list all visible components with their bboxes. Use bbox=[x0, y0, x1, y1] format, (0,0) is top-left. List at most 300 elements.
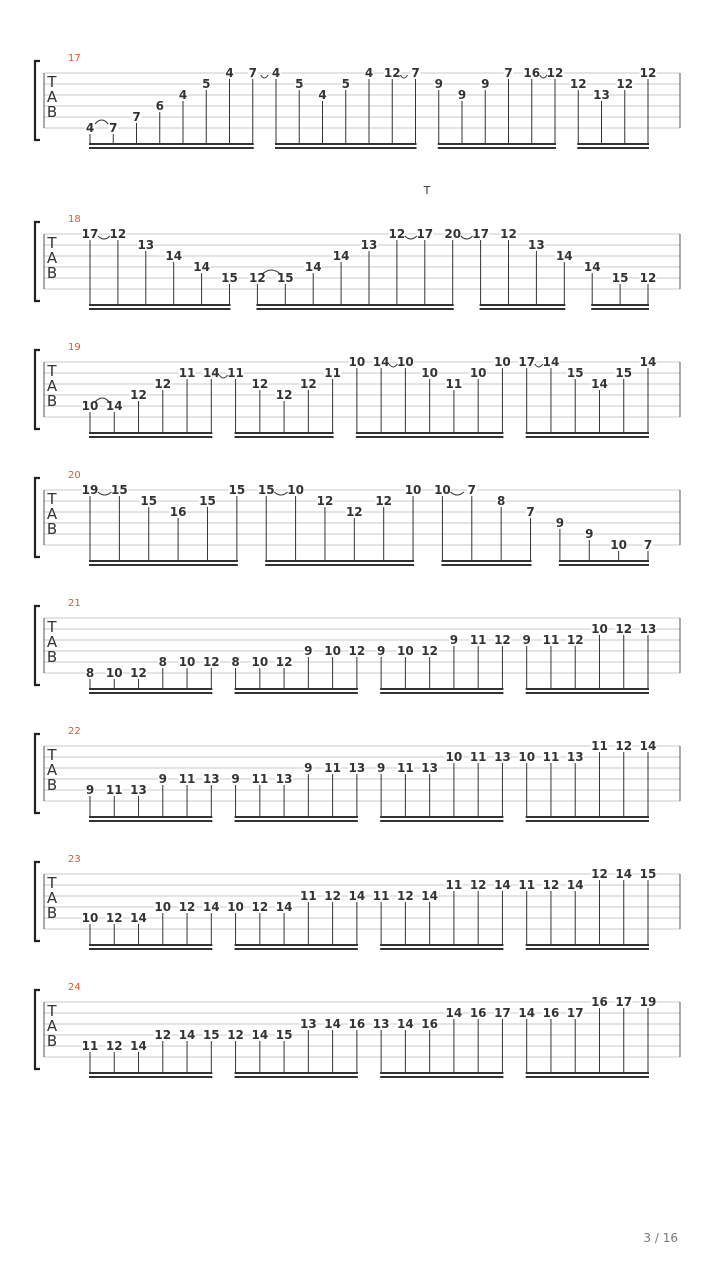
fret-number: 13 bbox=[130, 783, 147, 797]
beam bbox=[526, 688, 649, 690]
fret-number: 8 bbox=[496, 494, 506, 508]
fret-number: 12 bbox=[130, 666, 147, 680]
fret-number: 13 bbox=[360, 238, 378, 252]
beam bbox=[235, 820, 358, 822]
beam bbox=[89, 436, 212, 438]
tab-system bbox=[35, 854, 680, 950]
fret-number: 15 bbox=[639, 867, 657, 881]
beam bbox=[89, 1076, 212, 1078]
fret-number: 12 bbox=[569, 77, 587, 91]
fret-number: 12 bbox=[383, 66, 401, 80]
fret-number: 6 bbox=[155, 99, 164, 113]
fret-number: 14 bbox=[324, 1017, 341, 1031]
fret-number: 17 bbox=[494, 1006, 511, 1020]
beam bbox=[235, 1076, 358, 1078]
fret-number: 12 bbox=[388, 227, 406, 241]
fret-number: 12 bbox=[591, 867, 608, 881]
fret-number: 10 bbox=[518, 750, 536, 764]
fret-number: 14 bbox=[332, 249, 350, 263]
fret-number: 15 bbox=[221, 271, 238, 285]
fret-number: 10 bbox=[81, 911, 99, 925]
fret-number: 13 bbox=[639, 622, 657, 636]
fret-number: 11 bbox=[591, 739, 608, 753]
fret-number: 14 bbox=[445, 1006, 463, 1020]
fret-number: 17 bbox=[518, 355, 536, 369]
tab-system bbox=[35, 982, 680, 1078]
fret-number: 12 bbox=[500, 227, 517, 241]
fret-number: 12 bbox=[546, 66, 564, 80]
slur bbox=[98, 492, 111, 495]
fret-number: 13 bbox=[202, 772, 220, 786]
fret-number: 11 bbox=[542, 633, 560, 647]
tab-clef-letter: B bbox=[46, 904, 58, 922]
fret-number: 17 bbox=[615, 995, 633, 1009]
beam bbox=[526, 820, 649, 822]
fret-number: 4 bbox=[364, 66, 374, 80]
fret-number: 10 bbox=[397, 644, 414, 658]
tab-clef-letter: T bbox=[47, 1002, 57, 1020]
beam bbox=[356, 432, 504, 434]
fret-number: 15 bbox=[202, 1028, 220, 1042]
fret-number: 7 bbox=[248, 66, 257, 80]
fret-number: 13 bbox=[494, 750, 511, 764]
beam bbox=[441, 564, 531, 566]
fret-number: 14 bbox=[542, 355, 560, 369]
fret-number: 10 bbox=[421, 366, 439, 380]
fret-number: 12 bbox=[639, 271, 657, 285]
fret-number: 14 bbox=[583, 260, 601, 274]
beam bbox=[526, 1076, 649, 1078]
fret-number: 14 bbox=[165, 249, 183, 263]
beam bbox=[265, 560, 414, 562]
system-bracket bbox=[35, 61, 40, 140]
fret-number: 15 bbox=[275, 1028, 293, 1042]
tab-clef-letter: T bbox=[47, 746, 57, 764]
fret-number: 14 bbox=[639, 739, 657, 753]
measure-number: 22 bbox=[68, 726, 81, 737]
fret-number: 9 bbox=[555, 516, 565, 530]
fret-number: 9 bbox=[522, 633, 531, 647]
fret-number: 10 bbox=[404, 483, 422, 497]
fret-number: 14 bbox=[130, 911, 147, 925]
beam bbox=[591, 308, 649, 310]
beam bbox=[559, 560, 649, 562]
fret-number: 12 bbox=[299, 377, 317, 391]
tab-system bbox=[35, 184, 680, 310]
beam bbox=[380, 948, 503, 950]
tab-clef-letter: A bbox=[46, 249, 58, 267]
fret-number: 7 bbox=[411, 66, 420, 80]
fret-number: 10 bbox=[287, 483, 304, 497]
fret-number: 10 bbox=[105, 666, 123, 680]
tab-clef-letter: B bbox=[46, 103, 58, 121]
fret-number: 14 bbox=[130, 1039, 147, 1053]
beam bbox=[526, 692, 649, 694]
measure-number: 20 bbox=[68, 470, 81, 481]
beam bbox=[89, 308, 231, 310]
fret-number: 11 bbox=[299, 889, 317, 903]
beam bbox=[526, 948, 649, 950]
fret-number: 11 bbox=[178, 366, 196, 380]
fret-number: 16 bbox=[542, 1006, 560, 1020]
beam bbox=[275, 143, 417, 145]
fret-number: 12 bbox=[275, 388, 293, 402]
beam bbox=[89, 816, 212, 818]
fret-number: 15 bbox=[276, 271, 294, 285]
beam bbox=[235, 1072, 358, 1074]
fret-number: 9 bbox=[158, 772, 167, 786]
fret-number: 5 bbox=[341, 77, 350, 91]
page-number: 3 / 16 bbox=[643, 1231, 678, 1245]
fret-number: 10 bbox=[610, 538, 627, 552]
fret-number: 12 bbox=[421, 644, 439, 658]
tab-clef-letter: A bbox=[46, 1017, 58, 1035]
beam bbox=[526, 432, 649, 434]
fret-number: 14 bbox=[275, 900, 293, 914]
fret-number: 7 bbox=[467, 483, 476, 497]
fret-number: 14 bbox=[615, 867, 633, 881]
system-bracket bbox=[35, 222, 40, 301]
tab-clef-letter: A bbox=[46, 889, 58, 907]
fret-number: 12 bbox=[469, 878, 487, 892]
fret-number: 9 bbox=[85, 783, 95, 797]
slur bbox=[274, 492, 287, 495]
fret-number: 10 bbox=[397, 355, 414, 369]
beam bbox=[89, 944, 212, 946]
fret-number: 4 bbox=[225, 66, 234, 80]
fret-number: 14 bbox=[639, 355, 657, 369]
fret-number: 8 bbox=[85, 666, 95, 680]
slur bbox=[461, 236, 473, 239]
beam bbox=[235, 948, 358, 950]
fret-number: 12 bbox=[109, 227, 127, 241]
slur bbox=[98, 236, 110, 239]
fret-number: 10 bbox=[469, 366, 487, 380]
tab-clef-letter: B bbox=[46, 392, 58, 410]
fret-number: 13 bbox=[275, 772, 293, 786]
beam bbox=[591, 304, 649, 306]
beam bbox=[235, 436, 334, 438]
fret-number: 14 bbox=[591, 377, 608, 391]
fret-number: 14 bbox=[566, 878, 584, 892]
fret-number: 16 bbox=[421, 1017, 439, 1031]
fret-number: 12 bbox=[105, 911, 123, 925]
beam bbox=[480, 304, 566, 306]
beam bbox=[380, 1076, 503, 1078]
fret-number: 12 bbox=[202, 655, 220, 669]
fret-number: 7 bbox=[643, 538, 653, 552]
beam bbox=[526, 1072, 649, 1074]
fret-number: 9 bbox=[457, 88, 467, 102]
fret-number: 14 bbox=[202, 366, 220, 380]
system-bracket bbox=[35, 606, 40, 685]
beam bbox=[438, 147, 556, 149]
fret-number: 19 bbox=[81, 483, 99, 497]
fret-number: 15 bbox=[615, 366, 633, 380]
fret-number: 16 bbox=[523, 66, 541, 80]
fret-number: 15 bbox=[140, 494, 158, 508]
fret-number: 11 bbox=[445, 377, 463, 391]
beam bbox=[89, 948, 212, 950]
fret-number: 12 bbox=[154, 377, 172, 391]
fret-number: 16 bbox=[591, 995, 608, 1009]
fret-number: 15 bbox=[257, 483, 275, 497]
tab-clef-letter: A bbox=[46, 761, 58, 779]
fret-number: 5 bbox=[295, 77, 304, 91]
fret-number: 17 bbox=[472, 227, 489, 241]
beam bbox=[559, 564, 649, 566]
fret-number: 12 bbox=[227, 1028, 244, 1042]
fret-number: 11 bbox=[178, 772, 196, 786]
slur bbox=[450, 492, 463, 495]
fret-number: 15 bbox=[611, 271, 629, 285]
tab-clef-letter: T bbox=[47, 234, 57, 252]
fret-number: 9 bbox=[434, 77, 443, 91]
fret-number: 4 bbox=[85, 121, 95, 135]
beam bbox=[577, 143, 649, 145]
beam bbox=[526, 436, 649, 438]
slur bbox=[95, 120, 108, 124]
fret-number: 12 bbox=[251, 377, 269, 391]
beam bbox=[356, 436, 504, 438]
fret-number: 11 bbox=[469, 633, 487, 647]
system-bracket bbox=[35, 862, 40, 941]
tab-system bbox=[35, 470, 680, 566]
fret-number: 11 bbox=[372, 889, 390, 903]
fret-number: 4 bbox=[178, 88, 188, 102]
fret-number: 9 bbox=[449, 633, 459, 647]
fret-number: 13 bbox=[348, 761, 366, 775]
beam bbox=[265, 564, 414, 566]
slur bbox=[261, 75, 268, 78]
fret-number: 12 bbox=[275, 655, 293, 669]
fret-number: 12 bbox=[615, 739, 633, 753]
measure-number: 21 bbox=[68, 598, 81, 609]
fret-number: 12 bbox=[130, 388, 147, 402]
fret-number: 11 bbox=[445, 878, 463, 892]
beam bbox=[480, 308, 566, 310]
tab-system bbox=[35, 53, 680, 149]
beam bbox=[380, 944, 503, 946]
tab-clef-letter: T bbox=[47, 490, 57, 508]
tab-clef-letter: A bbox=[46, 377, 58, 395]
fret-number: 10 bbox=[348, 355, 366, 369]
fret-number: 5 bbox=[202, 77, 211, 91]
fret-number: 12 bbox=[154, 1028, 172, 1042]
fret-number: 19 bbox=[639, 995, 657, 1009]
fret-number: 8 bbox=[231, 655, 240, 669]
fret-number: 14 bbox=[251, 1028, 269, 1042]
beam bbox=[89, 1072, 212, 1074]
fret-number: 7 bbox=[132, 110, 141, 124]
fret-number: 12 bbox=[639, 66, 657, 80]
tab-clef-letter: B bbox=[46, 648, 58, 666]
beam bbox=[438, 143, 556, 145]
fret-number: 14 bbox=[202, 900, 220, 914]
tapping-marker: T bbox=[423, 184, 431, 197]
fret-number: 11 bbox=[518, 878, 536, 892]
fret-number: 11 bbox=[397, 761, 414, 775]
fret-number: 7 bbox=[504, 66, 513, 80]
system-bracket bbox=[35, 990, 40, 1069]
fret-number: 13 bbox=[528, 238, 545, 252]
fret-number: 12 bbox=[566, 633, 584, 647]
tab-clef-letter: B bbox=[46, 264, 58, 282]
fret-number: 9 bbox=[481, 77, 490, 91]
system-bracket bbox=[35, 350, 40, 429]
tab-clef-letter: T bbox=[47, 362, 57, 380]
tab-clef-letter: T bbox=[47, 874, 57, 892]
beam bbox=[89, 143, 254, 145]
measure-number: 23 bbox=[68, 854, 81, 865]
beam bbox=[577, 147, 649, 149]
tab-system bbox=[35, 598, 680, 694]
fret-number: 16 bbox=[469, 1006, 487, 1020]
fret-number: 10 bbox=[251, 655, 269, 669]
fret-number: 12 bbox=[251, 900, 269, 914]
fret-number: 11 bbox=[81, 1039, 99, 1053]
beam bbox=[235, 692, 358, 694]
fret-number: 12 bbox=[348, 644, 366, 658]
fret-number: 7 bbox=[109, 121, 118, 135]
fret-number: 14 bbox=[105, 399, 123, 413]
fret-number: 12 bbox=[375, 494, 393, 508]
beam bbox=[256, 304, 453, 306]
fret-number: 13 bbox=[137, 238, 155, 252]
tab-clef-letter: B bbox=[46, 520, 58, 538]
tab-system bbox=[35, 726, 680, 822]
beam bbox=[256, 308, 453, 310]
fret-number: 10 bbox=[154, 900, 172, 914]
fret-number: 10 bbox=[591, 622, 608, 636]
fret-number: 15 bbox=[566, 366, 584, 380]
fret-number: 14 bbox=[372, 355, 390, 369]
fret-number: 11 bbox=[324, 366, 341, 380]
beam bbox=[441, 560, 531, 562]
fret-number: 17 bbox=[566, 1006, 584, 1020]
fret-number: 12 bbox=[324, 889, 341, 903]
beam bbox=[89, 560, 238, 562]
slur bbox=[405, 236, 417, 239]
fret-number: 10 bbox=[324, 644, 341, 658]
tab-clef-letter: T bbox=[47, 73, 57, 91]
fret-number: 4 bbox=[271, 66, 281, 80]
tab-clef-letter: A bbox=[46, 88, 58, 106]
beam bbox=[380, 816, 503, 818]
measure-number: 24 bbox=[68, 982, 81, 993]
fret-number: 12 bbox=[178, 900, 196, 914]
fret-number: 11 bbox=[469, 750, 487, 764]
fret-number: 9 bbox=[376, 644, 386, 658]
beam bbox=[380, 1072, 503, 1074]
beam bbox=[235, 816, 358, 818]
beam bbox=[526, 816, 649, 818]
fret-number: 8 bbox=[158, 655, 167, 669]
fret-number: 7 bbox=[526, 505, 535, 519]
fret-number: 9 bbox=[585, 527, 594, 541]
fret-number: 12 bbox=[615, 622, 633, 636]
tab-system bbox=[35, 342, 680, 438]
fret-number: 16 bbox=[169, 505, 187, 519]
fret-number: 9 bbox=[231, 772, 240, 786]
fret-number: 17 bbox=[81, 227, 99, 241]
measure-number: 17 bbox=[68, 53, 81, 64]
fret-number: 14 bbox=[193, 260, 210, 274]
fret-number: 9 bbox=[304, 644, 313, 658]
fret-number: 14 bbox=[494, 878, 511, 892]
beam bbox=[89, 432, 212, 434]
system-bracket bbox=[35, 478, 40, 557]
fret-number: 13 bbox=[299, 1017, 317, 1031]
fret-number: 15 bbox=[111, 483, 128, 497]
fret-number: 11 bbox=[324, 761, 341, 775]
fret-number: 12 bbox=[494, 633, 511, 647]
fret-number: 13 bbox=[593, 88, 610, 102]
fret-number: 10 bbox=[178, 655, 196, 669]
fret-number: 12 bbox=[616, 77, 634, 91]
fret-number: 10 bbox=[445, 750, 463, 764]
beam bbox=[89, 688, 212, 690]
fret-number: 9 bbox=[376, 761, 386, 775]
beam bbox=[380, 692, 503, 694]
fret-number: 16 bbox=[348, 1017, 366, 1031]
measure-number: 18 bbox=[68, 214, 81, 225]
fret-number: 15 bbox=[199, 494, 216, 508]
beam bbox=[235, 944, 358, 946]
beam bbox=[89, 820, 212, 822]
tab-clef-letter: B bbox=[46, 1032, 58, 1050]
beam bbox=[89, 147, 254, 149]
slur bbox=[400, 75, 407, 78]
fret-number: 12 bbox=[105, 1039, 123, 1053]
fret-number: 12 bbox=[249, 271, 266, 285]
fret-number: 14 bbox=[178, 1028, 196, 1042]
fret-number: 10 bbox=[81, 399, 99, 413]
beam bbox=[275, 147, 417, 149]
fret-number: 12 bbox=[316, 494, 334, 508]
fret-number: 11 bbox=[542, 750, 560, 764]
beam bbox=[380, 688, 503, 690]
system-bracket bbox=[35, 734, 40, 813]
beam bbox=[235, 432, 334, 434]
beam bbox=[89, 304, 231, 306]
fret-number: 14 bbox=[348, 889, 366, 903]
fret-number: 14 bbox=[421, 889, 439, 903]
beam bbox=[380, 820, 503, 822]
beam bbox=[89, 692, 212, 694]
beam bbox=[235, 688, 358, 690]
tab-clef-letter: A bbox=[46, 633, 58, 651]
tab-clef-letter: T bbox=[47, 618, 57, 636]
fret-number: 13 bbox=[372, 1017, 390, 1031]
beam bbox=[526, 944, 649, 946]
fret-number: 14 bbox=[518, 1006, 536, 1020]
fret-number: 10 bbox=[434, 483, 451, 497]
fret-number: 10 bbox=[227, 900, 244, 914]
beam bbox=[89, 564, 238, 566]
fret-number: 14 bbox=[555, 249, 573, 263]
tab-clef-letter: A bbox=[46, 505, 58, 523]
fret-number: 17 bbox=[416, 227, 434, 241]
fret-number: 20 bbox=[444, 227, 462, 241]
fret-number: 11 bbox=[251, 772, 269, 786]
fret-number: 11 bbox=[105, 783, 123, 797]
fret-number: 11 bbox=[227, 366, 244, 380]
fret-number: 4 bbox=[318, 88, 327, 102]
fret-number: 12 bbox=[345, 505, 363, 519]
tab-clef-letter: B bbox=[46, 776, 58, 794]
fret-number: 13 bbox=[421, 761, 439, 775]
